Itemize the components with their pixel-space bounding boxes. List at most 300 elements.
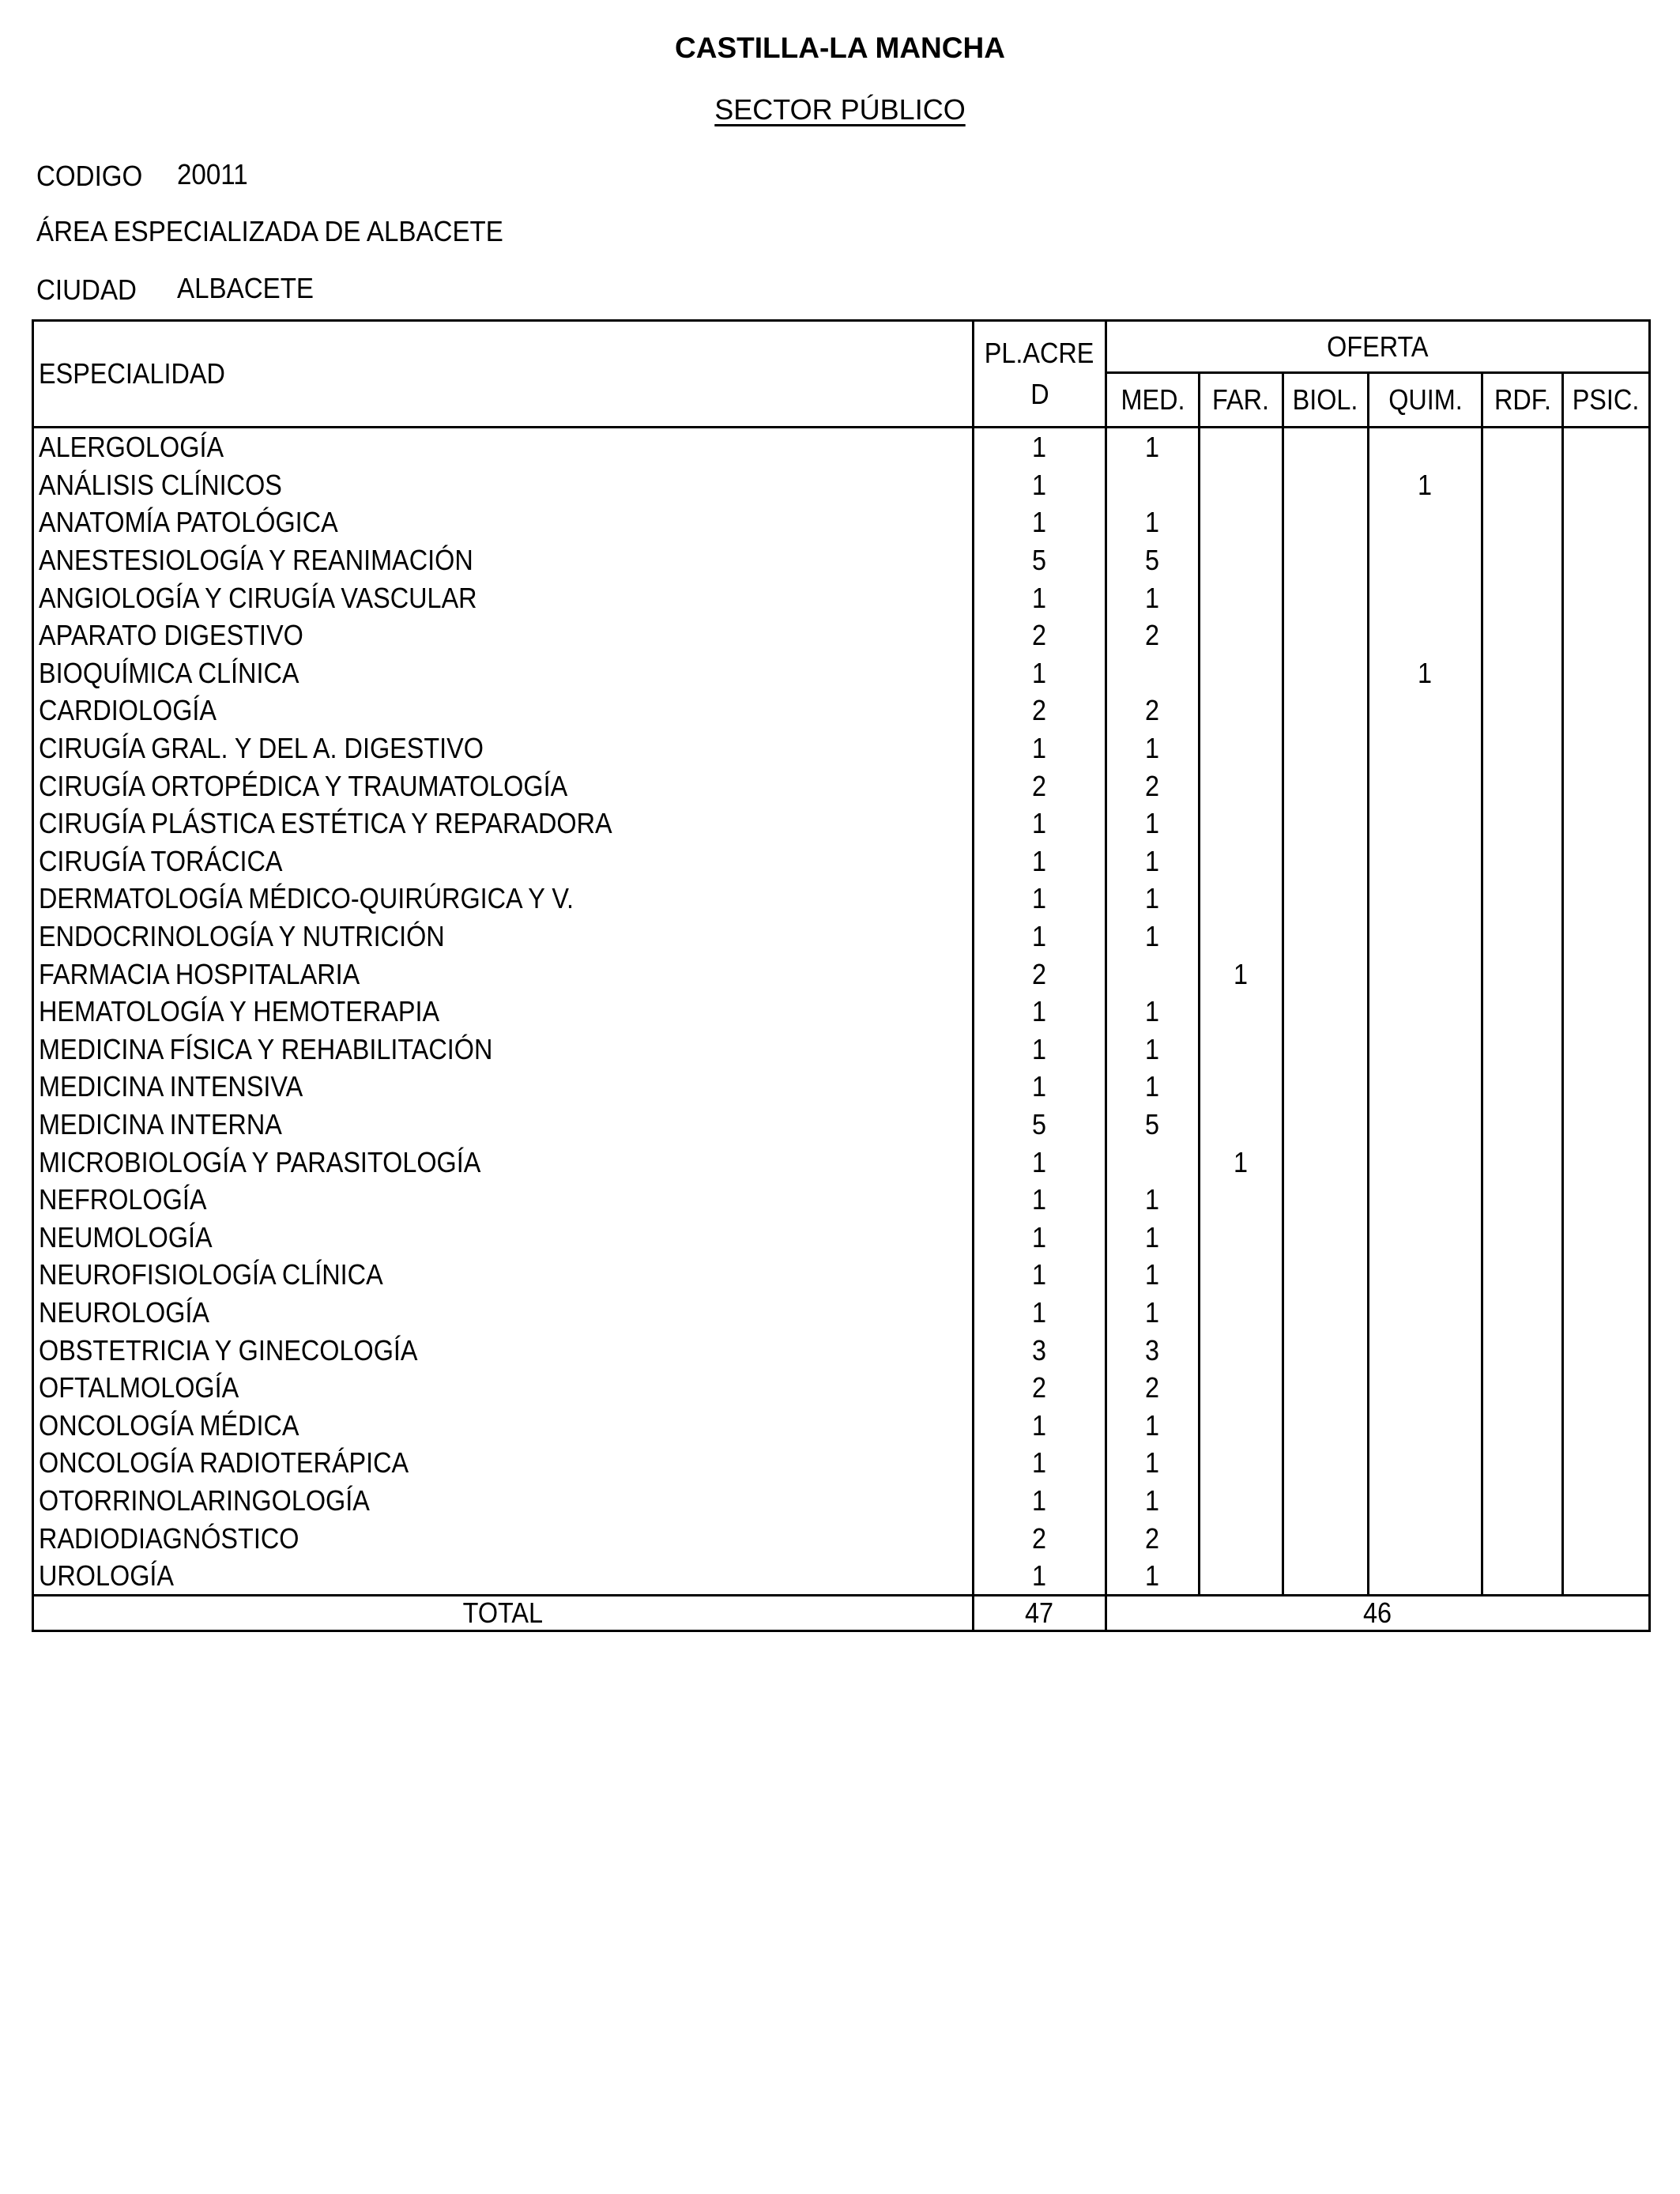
cell-rdf — [1482, 729, 1563, 767]
cell-biol — [1283, 1256, 1369, 1294]
cell-psic — [1563, 541, 1650, 579]
cell-far — [1200, 767, 1283, 805]
cell-med: 2 — [1106, 616, 1200, 654]
cell-quim — [1369, 1406, 1482, 1444]
cell-placred: 1 — [974, 503, 1106, 541]
cell-biol — [1283, 1031, 1369, 1069]
cell-rdf — [1482, 1331, 1563, 1369]
cell-rdf — [1482, 1294, 1563, 1332]
cell-rdf — [1482, 805, 1563, 843]
cell-psic — [1563, 843, 1650, 880]
cell-quim — [1369, 1218, 1482, 1256]
cell-rdf — [1482, 1143, 1563, 1181]
cell-psic — [1563, 1406, 1650, 1444]
table-row — [33, 466, 1650, 504]
cell-biol — [1283, 1369, 1369, 1407]
cell-especialidad: CIRUGÍA TORÁCICA — [33, 843, 974, 880]
cell-far — [1200, 1068, 1283, 1106]
cell-placred: 1 — [974, 1031, 1106, 1069]
cell-biol — [1283, 1218, 1369, 1256]
cell-med: 2 — [1106, 692, 1200, 729]
cell-quim — [1369, 1143, 1482, 1181]
cell-far — [1200, 1031, 1283, 1069]
cell-especialidad: NEUROLOGÍA — [33, 1294, 974, 1332]
cell-med: 1 — [1106, 993, 1200, 1031]
table-row — [33, 843, 1650, 880]
cell-placred: 1 — [974, 880, 1106, 918]
area-name: ÁREA ESPECIALIZADA DE ALBACETE — [36, 215, 503, 247]
cell-placred: 1 — [974, 805, 1106, 843]
cell-psic — [1563, 1143, 1650, 1181]
cell-biol — [1283, 729, 1369, 767]
cell-med: 1 — [1106, 1068, 1200, 1106]
cell-especialidad: RADIODIAGNÓSTICO — [33, 1519, 974, 1557]
column-header-placred: PL.ACRE D — [974, 321, 1106, 428]
table-row — [33, 1294, 1650, 1332]
cell-placred: 1 — [974, 1218, 1106, 1256]
cell-especialidad: UROLOGÍA — [33, 1557, 974, 1596]
cell-med: 2 — [1106, 1369, 1200, 1407]
cell-far — [1200, 805, 1283, 843]
table-row — [33, 1369, 1650, 1407]
cell-med: 1 — [1106, 579, 1200, 616]
cell-especialidad: NEFROLOGÍA — [33, 1181, 974, 1219]
cell-quim — [1369, 1557, 1482, 1596]
column-header-far: FAR. — [1200, 373, 1283, 428]
table-body — [33, 428, 1650, 1596]
table-row — [33, 1519, 1650, 1557]
cell-placred: 1 — [974, 1557, 1106, 1596]
cell-biol — [1283, 1406, 1369, 1444]
cell-psic — [1563, 1294, 1650, 1332]
cell-placred: 1 — [974, 466, 1106, 504]
cell-quim — [1369, 579, 1482, 616]
cell-rdf — [1482, 503, 1563, 541]
cell-placred: 5 — [974, 1106, 1106, 1144]
cell-psic — [1563, 428, 1650, 466]
cell-biol — [1283, 843, 1369, 880]
column-header-oferta: OFERTA — [1106, 321, 1650, 373]
table-row — [33, 1218, 1650, 1256]
cell-rdf — [1482, 654, 1563, 692]
table-row — [33, 1106, 1650, 1144]
cell-far — [1200, 1256, 1283, 1294]
cell-biol — [1283, 880, 1369, 918]
total-row — [33, 1596, 1650, 1631]
cell-quim — [1369, 843, 1482, 880]
cell-biol — [1283, 503, 1369, 541]
cell-biol — [1283, 1482, 1369, 1520]
cell-especialidad: MEDICINA INTENSIVA — [33, 1068, 974, 1106]
cell-especialidad: OFTALMOLOGÍA — [33, 1369, 974, 1407]
cell-far — [1200, 993, 1283, 1031]
cell-biol — [1283, 428, 1369, 466]
codigo-label: CODIGO — [36, 160, 143, 192]
cell-psic — [1563, 579, 1650, 616]
cell-placred: 2 — [974, 616, 1106, 654]
cell-far — [1200, 616, 1283, 654]
column-header-quim: QUIM. — [1369, 373, 1482, 428]
cell-psic — [1563, 1482, 1650, 1520]
cell-biol — [1283, 918, 1369, 956]
cell-placred: 2 — [974, 767, 1106, 805]
cell-rdf — [1482, 1031, 1563, 1069]
cell-quim: 1 — [1369, 654, 1482, 692]
cell-especialidad: ALERGOLOGÍA — [33, 428, 974, 466]
cell-psic — [1563, 767, 1650, 805]
cell-placred: 1 — [974, 1444, 1106, 1482]
column-header-med: MED. — [1106, 373, 1200, 428]
cell-med: 1 — [1106, 1031, 1200, 1069]
cell-far — [1200, 1331, 1283, 1369]
cell-med — [1106, 654, 1200, 692]
cell-especialidad: ENDOCRINOLOGÍA Y NUTRICIÓN — [33, 918, 974, 956]
cell-placred: 1 — [974, 1482, 1106, 1520]
table-row — [33, 541, 1650, 579]
table-row — [33, 993, 1650, 1031]
cell-med: 1 — [1106, 918, 1200, 956]
cell-far — [1200, 579, 1283, 616]
cell-especialidad: ANESTESIOLOGÍA Y REANIMACIÓN — [33, 541, 974, 579]
cell-rdf — [1482, 880, 1563, 918]
cell-med: 1 — [1106, 1181, 1200, 1219]
cell-med: 3 — [1106, 1331, 1200, 1369]
cell-biol — [1283, 466, 1369, 504]
ciudad-value: ALBACETE — [177, 272, 315, 304]
cell-quim — [1369, 1181, 1482, 1219]
table-row — [33, 1557, 1650, 1596]
cell-biol — [1283, 1143, 1369, 1181]
cell-placred: 1 — [974, 1143, 1106, 1181]
cell-quim — [1369, 1068, 1482, 1106]
cell-psic — [1563, 466, 1650, 504]
cell-biol — [1283, 692, 1369, 729]
document-subtitle: SECTOR PÚBLICO — [714, 93, 966, 126]
cell-especialidad: ONCOLOGÍA MÉDICA — [33, 1406, 974, 1444]
column-header-psic: PSIC. — [1563, 373, 1650, 428]
cell-quim — [1369, 955, 1482, 993]
cell-placred: 1 — [974, 1181, 1106, 1219]
cell-quim — [1369, 1106, 1482, 1144]
cell-med: 1 — [1106, 1557, 1200, 1596]
cell-quim — [1369, 729, 1482, 767]
cell-quim — [1369, 1294, 1482, 1332]
cell-psic — [1563, 1256, 1650, 1294]
table-row — [33, 1068, 1650, 1106]
cell-psic — [1563, 1369, 1650, 1407]
cell-especialidad: MEDICINA INTERNA — [33, 1106, 974, 1144]
cell-med: 1 — [1106, 1256, 1200, 1294]
cell-rdf — [1482, 1068, 1563, 1106]
cell-biol — [1283, 654, 1369, 692]
cell-especialidad: OBSTETRICIA Y GINECOLOGÍA — [33, 1331, 974, 1369]
cell-psic — [1563, 1557, 1650, 1596]
cell-far: 1 — [1200, 1143, 1283, 1181]
document-title: CASTILLA-LA MANCHA — [675, 32, 1005, 64]
cell-med — [1106, 466, 1200, 504]
cell-med: 2 — [1106, 1519, 1200, 1557]
cell-med: 1 — [1106, 805, 1200, 843]
cell-biol — [1283, 1181, 1369, 1219]
cell-far — [1200, 503, 1283, 541]
cell-quim — [1369, 692, 1482, 729]
cell-far — [1200, 1406, 1283, 1444]
cell-especialidad: CIRUGÍA PLÁSTICA ESTÉTICA Y REPARADORA — [33, 805, 974, 843]
cell-placred: 1 — [974, 1256, 1106, 1294]
cell-far — [1200, 428, 1283, 466]
ciudad-label: CIUDAD — [36, 273, 137, 306]
table-row — [33, 1406, 1650, 1444]
cell-far — [1200, 729, 1283, 767]
cell-far — [1200, 1294, 1283, 1332]
cell-biol — [1283, 767, 1369, 805]
cell-quim — [1369, 1331, 1482, 1369]
cell-especialidad: CIRUGÍA GRAL. Y DEL A. DIGESTIVO — [33, 729, 974, 767]
header-row-1 — [33, 321, 1650, 373]
column-header-biol: BIOL. — [1283, 373, 1369, 428]
cell-rdf — [1482, 428, 1563, 466]
cell-psic — [1563, 880, 1650, 918]
table-row — [33, 1143, 1650, 1181]
cell-med: 5 — [1106, 541, 1200, 579]
cell-rdf — [1482, 767, 1563, 805]
cell-especialidad: CARDIOLOGÍA — [33, 692, 974, 729]
cell-biol — [1283, 1331, 1369, 1369]
cell-rdf — [1482, 1519, 1563, 1557]
cell-psic — [1563, 1218, 1650, 1256]
total-label: TOTAL — [33, 1596, 974, 1631]
cell-especialidad: CIRUGÍA ORTOPÉDICA Y TRAUMATOLOGÍA — [33, 767, 974, 805]
cell-far — [1200, 541, 1283, 579]
cell-rdf — [1482, 1406, 1563, 1444]
cell-quim — [1369, 918, 1482, 956]
cell-rdf — [1482, 1181, 1563, 1219]
cell-psic — [1563, 729, 1650, 767]
cell-far — [1200, 843, 1283, 880]
cell-psic — [1563, 1181, 1650, 1219]
cell-far — [1200, 1181, 1283, 1219]
cell-quim: 1 — [1369, 466, 1482, 504]
cell-med: 1 — [1106, 1406, 1200, 1444]
cell-placred: 2 — [974, 1369, 1106, 1407]
table-row — [33, 1331, 1650, 1369]
cell-far — [1200, 1218, 1283, 1256]
cell-quim — [1369, 993, 1482, 1031]
cell-placred: 5 — [974, 541, 1106, 579]
cell-psic — [1563, 1519, 1650, 1557]
cell-rdf — [1482, 993, 1563, 1031]
cell-far — [1200, 1482, 1283, 1520]
cell-far — [1200, 1519, 1283, 1557]
table-row — [33, 1031, 1650, 1069]
cell-rdf — [1482, 843, 1563, 880]
cell-especialidad: APARATO DIGESTIVO — [33, 616, 974, 654]
table-row — [33, 616, 1650, 654]
cell-placred: 2 — [974, 692, 1106, 729]
cell-psic — [1563, 1031, 1650, 1069]
total-placred: 47 — [974, 1596, 1106, 1631]
cell-placred: 1 — [974, 843, 1106, 880]
cell-especialidad: BIOQUÍMICA CLÍNICA — [33, 654, 974, 692]
cell-rdf — [1482, 955, 1563, 993]
cell-psic — [1563, 1106, 1650, 1144]
cell-quim — [1369, 541, 1482, 579]
table-row — [33, 1256, 1650, 1294]
cell-med: 1 — [1106, 1294, 1200, 1332]
cell-far: 1 — [1200, 955, 1283, 993]
cell-quim — [1369, 767, 1482, 805]
cell-quim — [1369, 1256, 1482, 1294]
cell-placred: 2 — [974, 955, 1106, 993]
cell-especialidad: ANATOMÍA PATOLÓGICA — [33, 503, 974, 541]
column-header-rdf: RDF. — [1482, 373, 1563, 428]
cell-biol — [1283, 1294, 1369, 1332]
cell-far — [1200, 466, 1283, 504]
cell-quim — [1369, 1031, 1482, 1069]
table-row — [33, 767, 1650, 805]
table-row — [33, 880, 1650, 918]
cell-rdf — [1482, 1482, 1563, 1520]
cell-rdf — [1482, 541, 1563, 579]
cell-placred: 2 — [974, 1519, 1106, 1557]
cell-biol — [1283, 1068, 1369, 1106]
cell-med: 1 — [1106, 729, 1200, 767]
column-header-especialidad: ESPECIALIDAD — [33, 321, 974, 428]
cell-rdf — [1482, 1106, 1563, 1144]
cell-placred: 1 — [974, 1068, 1106, 1106]
cell-med: 1 — [1106, 880, 1200, 918]
table-row — [33, 1482, 1650, 1520]
cell-psic — [1563, 918, 1650, 956]
cell-med: 1 — [1106, 843, 1200, 880]
cell-biol — [1283, 955, 1369, 993]
cell-rdf — [1482, 1256, 1563, 1294]
cell-quim — [1369, 616, 1482, 654]
cell-especialidad: MICROBIOLOGÍA Y PARASITOLOGÍA — [33, 1143, 974, 1181]
cell-med: 1 — [1106, 503, 1200, 541]
specialties-table — [32, 319, 1651, 1632]
cell-med: 1 — [1106, 1218, 1200, 1256]
cell-rdf — [1482, 1557, 1563, 1596]
cell-far — [1200, 1444, 1283, 1482]
cell-med: 2 — [1106, 767, 1200, 805]
cell-psic — [1563, 1068, 1650, 1106]
cell-biol — [1283, 541, 1369, 579]
cell-psic — [1563, 692, 1650, 729]
table-row — [33, 955, 1650, 993]
cell-biol — [1283, 1106, 1369, 1144]
cell-especialidad: ANGIOLOGÍA Y CIRUGÍA VASCULAR — [33, 579, 974, 616]
cell-placred: 3 — [974, 1331, 1106, 1369]
cell-placred: 1 — [974, 1406, 1106, 1444]
cell-psic — [1563, 616, 1650, 654]
cell-med: 5 — [1106, 1106, 1200, 1144]
cell-placred: 1 — [974, 428, 1106, 466]
cell-especialidad: ONCOLOGÍA RADIOTERÁPICA — [33, 1444, 974, 1482]
cell-quim — [1369, 880, 1482, 918]
cell-placred: 1 — [974, 654, 1106, 692]
cell-quim — [1369, 1369, 1482, 1407]
cell-especialidad: NEUMOLOGÍA — [33, 1218, 974, 1256]
cell-med: 1 — [1106, 428, 1200, 466]
cell-especialidad: DERMATOLOGÍA MÉDICO-QUIRÚRGICA Y V. — [33, 880, 974, 918]
cell-far — [1200, 654, 1283, 692]
cell-placred: 1 — [974, 918, 1106, 956]
cell-far — [1200, 880, 1283, 918]
table-row — [33, 805, 1650, 843]
cell-biol — [1283, 805, 1369, 843]
table-row — [33, 503, 1650, 541]
cell-rdf — [1482, 616, 1563, 654]
table-row — [33, 1444, 1650, 1482]
cell-especialidad: HEMATOLOGÍA Y HEMOTERAPIA — [33, 993, 974, 1031]
table-row — [33, 654, 1650, 692]
cell-quim — [1369, 1519, 1482, 1557]
cell-rdf — [1482, 1218, 1563, 1256]
cell-psic — [1563, 503, 1650, 541]
cell-psic — [1563, 955, 1650, 993]
cell-biol — [1283, 1557, 1369, 1596]
cell-far — [1200, 1106, 1283, 1144]
cell-quim — [1369, 428, 1482, 466]
cell-rdf — [1482, 918, 1563, 956]
cell-far — [1200, 1557, 1283, 1596]
cell-placred: 1 — [974, 579, 1106, 616]
table-row — [33, 428, 1650, 466]
cell-far — [1200, 918, 1283, 956]
cell-biol — [1283, 579, 1369, 616]
table-row — [33, 1181, 1650, 1219]
cell-biol — [1283, 993, 1369, 1031]
cell-med: 1 — [1106, 1482, 1200, 1520]
cell-placred: 1 — [974, 1294, 1106, 1332]
cell-rdf — [1482, 466, 1563, 504]
cell-especialidad: NEUROFISIOLOGÍA CLÍNICA — [33, 1256, 974, 1294]
codigo-value: 20011 — [177, 158, 248, 190]
cell-far — [1200, 1369, 1283, 1407]
cell-rdf — [1482, 1444, 1563, 1482]
cell-quim — [1369, 1444, 1482, 1482]
cell-quim — [1369, 1482, 1482, 1520]
cell-med — [1106, 955, 1200, 993]
cell-especialidad: MEDICINA FÍSICA Y REHABILITACIÓN — [33, 1031, 974, 1069]
cell-placred: 1 — [974, 993, 1106, 1031]
cell-med: 1 — [1106, 1444, 1200, 1482]
cell-biol — [1283, 1444, 1369, 1482]
cell-psic — [1563, 805, 1650, 843]
cell-biol — [1283, 616, 1369, 654]
cell-especialidad: FARMACIA HOSPITALARIA — [33, 955, 974, 993]
cell-psic — [1563, 654, 1650, 692]
cell-rdf — [1482, 1369, 1563, 1407]
cell-quim — [1369, 805, 1482, 843]
cell-especialidad: ANÁLISIS CLÍNICOS — [33, 466, 974, 504]
cell-psic — [1563, 1331, 1650, 1369]
cell-far — [1200, 692, 1283, 729]
cell-psic — [1563, 1444, 1650, 1482]
cell-psic — [1563, 993, 1650, 1031]
cell-especialidad: OTORRINOLARINGOLOGÍA — [33, 1482, 974, 1520]
cell-placred: 1 — [974, 729, 1106, 767]
cell-rdf — [1482, 579, 1563, 616]
cell-med — [1106, 1143, 1200, 1181]
table-row — [33, 579, 1650, 616]
total-oferta: 46 — [1106, 1596, 1650, 1631]
table-row — [33, 692, 1650, 729]
table-row — [33, 729, 1650, 767]
cell-biol — [1283, 1519, 1369, 1557]
table-row — [33, 918, 1650, 956]
